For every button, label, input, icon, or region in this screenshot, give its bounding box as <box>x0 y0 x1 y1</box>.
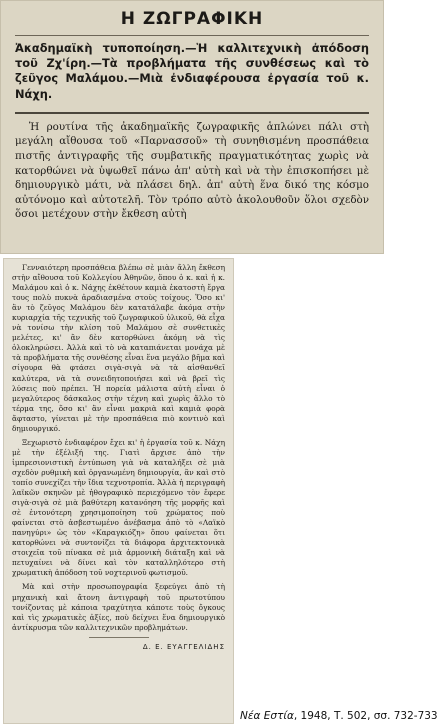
newspaper-clipping-bottom <box>3 258 234 724</box>
article-paragraph-3: Μὰ καὶ στὴν προσωπογραφία ξεφεύγει ἀπὸ τὴ μηχανικὴ καὶ ἄτονη ἀντιγραφὴ τοῦ πρωτοτύπου τονίζοντας μὲ κάποια τραχύτητα κάποτε τοὺς ὄγκους καὶ τὶς χρωματικὲς ἀξίες, ποὺ δείχνει ἕνα δημιουργικὸ ἀντίκρυσμα τῶν καλλιτεχνικῶν προβλημάτων. <box>12 582 225 632</box>
subheading-rule <box>15 112 369 114</box>
newspaper-clipping-top <box>0 0 384 254</box>
article-paragraph-1: Γενναιότερη προσπάθεια βλέπω σὲ μιὰν ἄλλη ἔκθεση στὴν αἴθουσα τοῦ Κολλεγίου Ἀθηνῶν, ὅπου ὁ κ. καὶ ἡ κ. Μαλάμου καὶ ὁ κ. Νάχης ἐκθέτουν καμιὰ ἑκατοστὴ ἔργα τους πολὺ πυκνὰ ἀραδιασμένα στοὺς τοίχους. Ὅσο κι' ἂν τὸ ζεῦγος Μαλάμου δὲν κατατάλαβε ἀκόμα στὴν κυριαρχία τῆς τεχνικῆς τοῦ ζωγραφικοῦ ὑλικοῦ, θὰ εἶχα νὰ τονίσω τὴν κλίση τοῦ Μαλάμου σὲ συνθετικὲς μελέτες, κι' ἂν δὲν κατορθώνει ἀκόμη νὰ τὶς ὁλοκληρώσει. Ἀλλὰ καὶ τὸ νὰ καταπιάνεται μονάχα μὲ τὰ προβλήματα τῆς συνθέσης εἶναι ἕνα μεγάλο βῆμα καὶ σίγουρα θὰ φτάσει σιγὰ-σιγὰ νὰ τὰ αἰσθανθεῖ καλύτερα, νὰ τὰ συνειδητοποιήσει καὶ νὰ βρεῖ τὶς λύσεις ποὺ πρέπει. Ἡ πορεία μάλιστα αὐτὴ εἶναι ὁ μεγαλύτερος δάσκαλος στὴν τέχνη καὶ χωρὶς ἄλλο τὸ τέρμα της, ὅσο κι' ἂν εἶναι μακριὰ καὶ καμιὰ φορὰ ἄφταστο, γίνεται μὲ τὴν προσπάθεια πιὸ κοντινὸ καὶ δημιουργικό. <box>12 263 225 433</box>
citation-details: , 1948, Τ. 502, σσ. 732-733 <box>293 710 438 722</box>
heading-rule <box>15 35 369 36</box>
author-signature: Δ. Ε. ΕΥΑΓΓΕΛΙΔΗΣ <box>142 642 225 651</box>
article-heading: Η ΖΩΓΡΑΦΙΚΗ <box>120 9 264 29</box>
citation-journal: Νέα Εστία <box>240 710 294 722</box>
article-subheading: Ἀκαδημαϊκὴ τυποποίηση.—Ἡ καλλιτεχνικὴ ἀπόδοση τοῦ Ζχ'ίρη.—Τὰ προβλήματα τῆς συνθέσεως καὶ τὸ ζεῦγος Μαλάμου.—Μιὰ ἐνδιαφέρουσα ἐργασία τοῦ κ. Νάχη. <box>15 41 369 101</box>
article-paragraph-2: Ξεχωριστὸ ἐνδιαφέρον ἔχει κι' ἡ ἐργασία τοῦ κ. Νάχη μὲ τὴν ἐξέλιξή της. Γιατὶ ἄρχισε ἀπὸ τὴν ἰμπρεσιονιστικὴ ἐντύπωση γιὰ νὰ καταλήξει σὲ μιὰ σχεδὸν ρυθμικὴ καὶ ὀργανωμένη δημιουργία, ἂν καὶ στὸ τοπίο συνεχίζει τὴν ἴδια τεχνοτροπία. Ἀλλὰ ἡ περιγραφὴ λαϊκῶν σκηνῶν μὲ ἠθογραφικὸ περιεχόμενο τὸν ἔφερε σιγὰ-σιγὰ σὲ μιὰ βαθύτερη κατανόηση τῆς μορφῆς καὶ σὲ ἐντονότερη χρησιμοποίηση τοῦ χρώματος ποὺ φαίνεται στὸ ἀσβεστωμένο ἀνέβασμα ἀπὸ τὸ «Λαϊκὸ πανηγύρι» ὡς τὸν «Καραγκιόζη» ὅπου φαίνεται ὅτι κατορθώνει νὰ συντονίζει τὰ διάφορα ἀρχιτεκτονικὰ στοιχεῖα τοῦ πίνακα σὲ μιὰ ἁρμονικὴ διάταξη καὶ νὰ πετυχαίνει νὰ δίνει καὶ τὸν καταλληλότερο στὴ χρωματικὴ ἀπόδοση τοῦ νοχτερινοῦ φωτισμοῦ. <box>12 437 225 578</box>
article-lead-paragraph: Ἡ ρουτίνα τῆς ἀκαδημαϊκῆς ζωγραφικῆς ἁπλώνει πάλι στὴ μεγάλη αἴθουσα τοῦ «Παρνασσοῦ» τὴ συνηθισμένη προσπάθεια πιστῆς ἀντιγραφῆς τῆς συμβατικῆς πραγματικότητας χωρὶς νὰ κατορθώνει νὰ ὑψωθεῖ πάνω ἀπ' αὐτὴ καὶ νὰ τὴν ἐπισκοπήσει μὲ δημιουργικὸ μάτι, νὰ πλάσει δηλ. ἀπ' αὐτὴ ἕνα δικό της κόσμο αὐτόνομο καὶ αὐτοτελῆ. Τὸν τρόπο αὐτὸ ἀκολουθοῦν ὅλοι σχεδὸν ὅσοι μετέχουν στὴν ἔκθεση αὐτὴ <box>15 120 369 221</box>
source-citation <box>240 710 440 722</box>
signature-rule <box>89 637 149 638</box>
